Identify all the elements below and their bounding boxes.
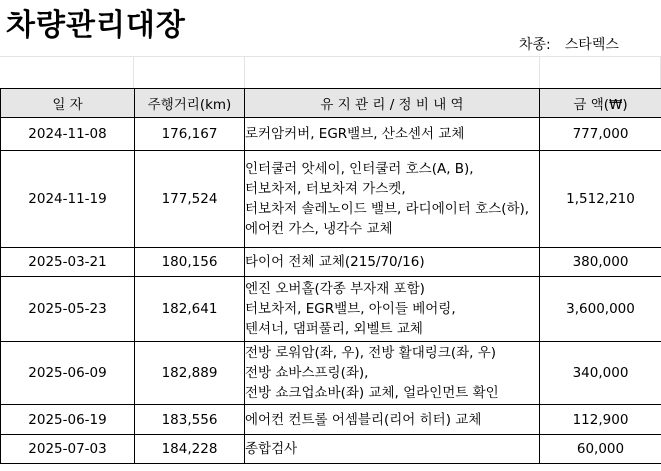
cell-date: 2025-03-21 <box>1 248 135 277</box>
table-row <box>1 248 661 277</box>
header-mileage: 주행거리(km) <box>135 89 245 118</box>
cell-amount: 777,000 <box>540 118 661 151</box>
cell-date: 2025-05-23 <box>1 277 135 342</box>
cell-amount: 380,000 <box>540 248 661 277</box>
car-type-label: 차종: <box>519 37 551 53</box>
table-row <box>1 342 661 405</box>
cell-amount: 112,900 <box>540 405 661 435</box>
header-details: 유 지 관 리 / 정 비 내 역 <box>245 89 540 118</box>
cell-date: 2025-06-09 <box>1 342 135 405</box>
cell-mileage: 182,641 <box>135 277 245 342</box>
header-amount: 금 액(₩) <box>540 89 661 118</box>
cell-details: 로커암커버, EGR밸브, 산소센서 교체 <box>245 118 540 151</box>
cell-mileage: 177,524 <box>135 151 245 248</box>
cell-date: 2024-11-19 <box>1 151 135 248</box>
cell-date: 2025-07-03 <box>1 435 135 464</box>
table-row <box>1 151 661 248</box>
cell-date: 2024-11-08 <box>1 118 135 151</box>
cell-amount: 60,000 <box>540 435 661 464</box>
cell-amount: 340,000 <box>540 342 661 405</box>
table-row <box>1 277 661 342</box>
cell-details: 종합검사 <box>245 435 540 464</box>
table-row <box>1 405 661 435</box>
table-row <box>1 435 661 464</box>
cell-amount: 3,600,000 <box>540 277 661 342</box>
cell-mileage: 184,228 <box>135 435 245 464</box>
car-type-value: 스타렉스 <box>564 37 619 53</box>
cell-mileage: 176,167 <box>135 118 245 151</box>
header-row <box>1 89 661 118</box>
empty-grid-row <box>0 56 661 89</box>
table-row <box>1 118 661 151</box>
cell-details: 엔진 오버홀(각종 부자재 포함) 터보차저, EGR밸브, 아이들 베어링, 텐셔너, 댐퍼풀리, 외벨트 교체 <box>245 277 540 342</box>
cell-amount: 1,512,210 <box>540 151 661 248</box>
car-type <box>519 36 619 54</box>
cell-details: 전방 로워암(좌, 우), 전방 활대링크(좌, 우) 전방 쇼바스프링(좌), 전방 쇼크업쇼바(좌) 교체, 얼라인먼트 확인 <box>245 342 540 405</box>
cell-details: 타이어 전체 교체(215/70/16) <box>245 248 540 277</box>
cell-mileage: 180,156 <box>135 248 245 277</box>
cell-date: 2025-06-19 <box>1 405 135 435</box>
cell-mileage: 183,556 <box>135 405 245 435</box>
cell-details: 에어컨 컨트롤 어셈블리(리어 히터) 교체 <box>245 405 540 435</box>
cell-mileage: 182,889 <box>135 342 245 405</box>
cell-details: 인터쿨러 앗세이, 인터쿨러 호스(A, B), 터보차저, 터보차져 가스켓, 터보차저 솔레노이드 밸브, 라디에이터 호스(하), 에어컨 가스, 냉각수 교체 <box>245 151 540 248</box>
sheet-title: 차량관리대장 <box>6 8 186 43</box>
maintenance-log-table <box>0 88 661 464</box>
header-date: 일 자 <box>1 89 135 118</box>
